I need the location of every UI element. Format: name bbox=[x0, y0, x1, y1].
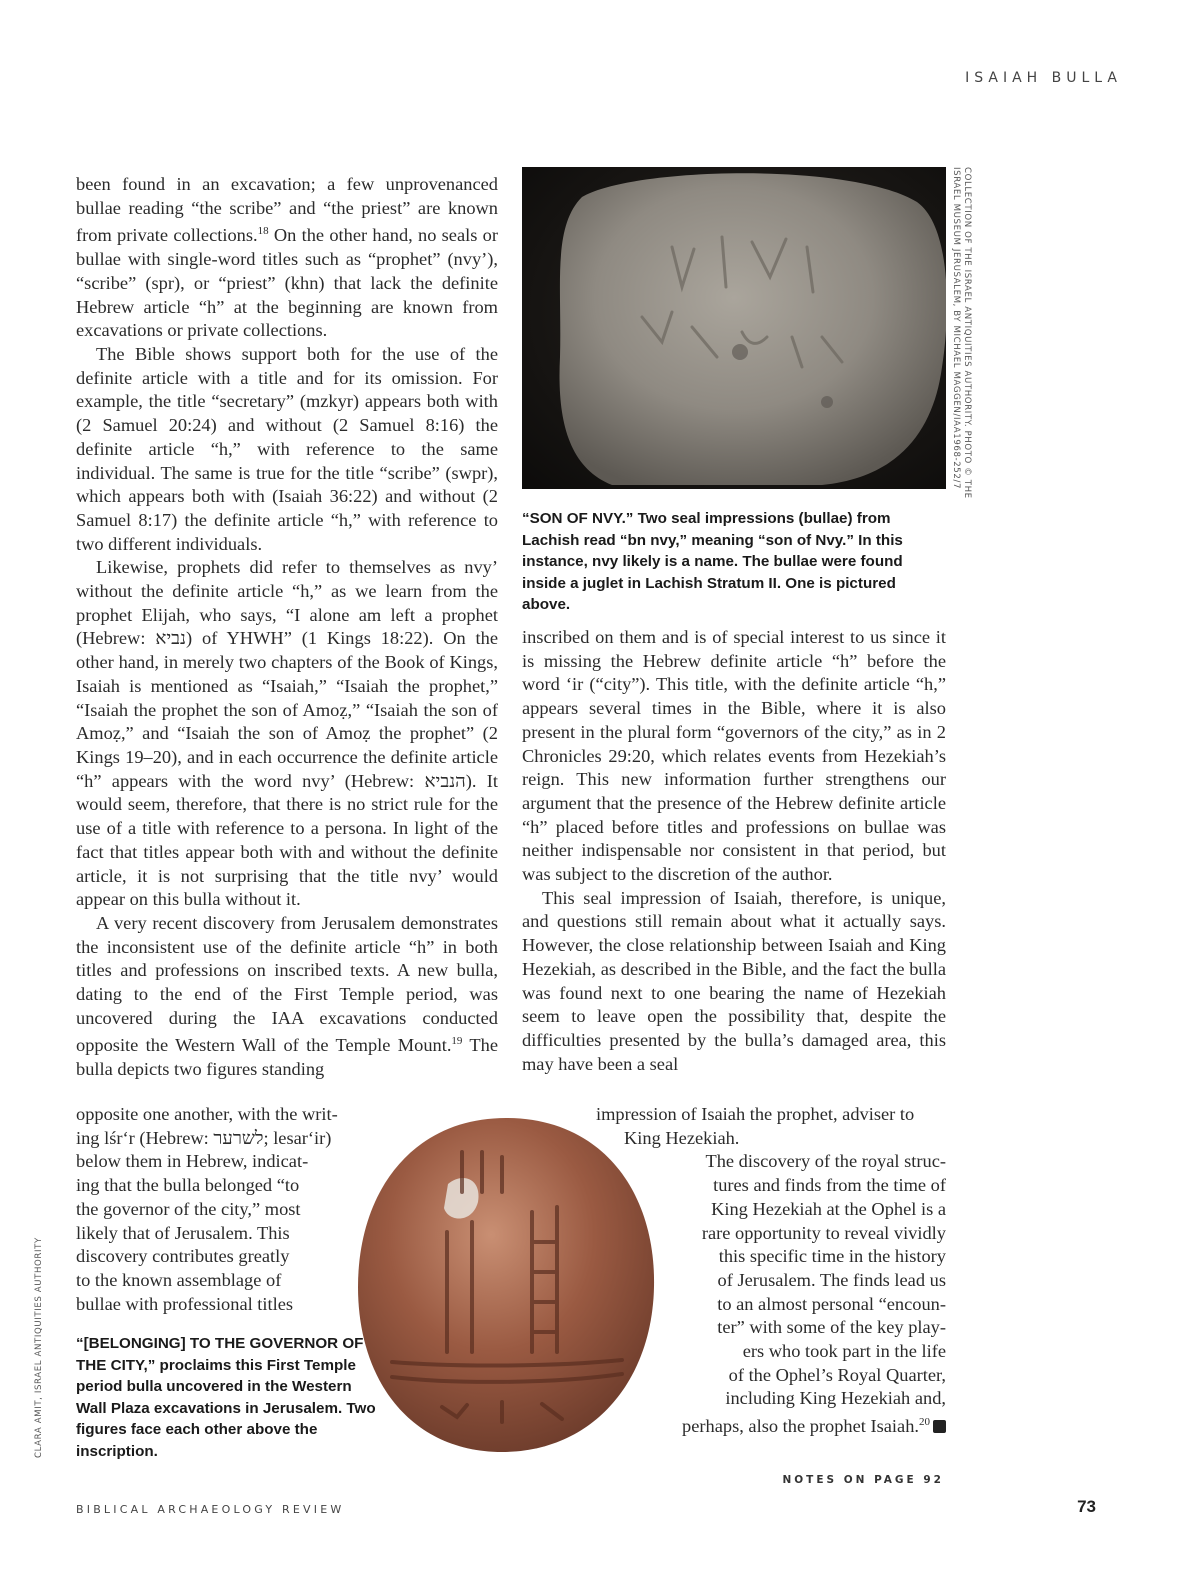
caption-governor: “[BELONGING] TO THE GOVERNOR OF THE CITY,” proclaims this First Temple period bulla uncovered in the Western Wall Plaza excavations in Jerusalem. Two figures face each other above the inscription. bbox=[76, 1335, 376, 1460]
wrap-line: discovery contributes greatly bbox=[76, 1246, 290, 1267]
wrap-line: perhaps, also the prophet Isaiah.$^{20}$ bbox=[526, 1411, 946, 1439]
left-paragraph-1: been found in an excavation; a few unprovenanced bullae reading “the scribe” and “the priest” are known from private collections.$^{18}$ On the other hand, no seals or bullae with single-word titles such as “prophet” (nvy’), “scribe” (spr), or “priest” (khn) that lack the definite Hebrew article “h” at the beginning are known from excavations or private collections. bbox=[76, 174, 498, 341]
wrap-line: King Hezekiah at the Ophel is a bbox=[711, 1198, 946, 1219]
caption-lead: “[BELONGING] TO THE GOVERNOR OF THE CITY,” bbox=[76, 1335, 364, 1374]
wrap-line: tures and finds from the time of bbox=[713, 1175, 946, 1196]
page-number: 73 bbox=[1077, 1497, 1096, 1516]
caption-lead: “SON OF NVY.” bbox=[522, 510, 634, 527]
wrap-line: ing that the bulla belonged “to bbox=[76, 1175, 300, 1196]
left-paragraph-2: The Bible shows support both for the use of the definite article with a title and for its omission. For example, the title “secretary” (mzkyr) appears both with (2 Samuel 20:24) and without (2 Samuel 8:16) the definite article “h,” with reference to the same individual. The same is true for the title “scribe” (swpr), which appears both with (Isaiah 36:22) and without (2 Samuel 8:17) the definite article “h,” with reference to two different individuals. bbox=[76, 344, 498, 554]
footer-magazine-title: BIBLICAL ARCHAEOLOGY REVIEW bbox=[76, 1503, 345, 1516]
bulla-photo-lachish bbox=[522, 167, 946, 489]
right-column bbox=[522, 626, 946, 1076]
caption-lachish: “SON OF NVY.” Two seal impressions (bullae) from Lachish read “bn nvy,” meaning “son of Nvy.” In this instance, nvy likely is a name. The bullae were found inside a juglet in Lachish Stratum II. One is pictured above. bbox=[522, 510, 903, 613]
wrap-line: ers who took part in the life bbox=[742, 1341, 946, 1362]
bulla-governor-image bbox=[352, 1112, 660, 1457]
wrap-line: rare opportunity to reveal vividly bbox=[701, 1222, 946, 1243]
left-paragraph-3: Likewise, prophets did refer to themselves as nvy’ without the definite article “h,” as we learn from the prophet Elijah, who says, “I alone am left a prophet (Hebrew: נביא) of YHWH” (1 Kings 18:22). On the other hand, in merely two chapters of the Book of Kings, Isaiah is mentioned as “Isaiah,” “Isaiah the prophet,” “Isaiah the prophet the son of Amoẓ,” “Isaiah the son of Amoẓ,” and “Isaiah the son of Amoẓ the prophet” (2 Kings 19–20), and in each occurrence the definite article “h” appears with the word nvy’ (Hebrew: הנביא). It would seem, therefore, that there is no strict rule for the use of a title with reference to a persona. In light of the fact that titles appear both with and without the definite article, it is not surprising that the title nvy’ would appear on this bulla without it. bbox=[76, 557, 498, 910]
left-wrap-text bbox=[76, 1103, 376, 1316]
photo-credit-governor: CLARA AMIT, ISRAEL ANTIQUITIES AUTHORITY bbox=[34, 1237, 44, 1458]
wrap-line: including King Hezekiah and, bbox=[725, 1388, 946, 1409]
wrap-line: this specific time in the history bbox=[718, 1246, 946, 1267]
left-column bbox=[76, 173, 498, 1082]
wrap-line: ing lśr‘r (Hebrew: לשרער; lesar‘ir) bbox=[76, 1127, 332, 1148]
wrap-line: to the known assemblage of bbox=[76, 1269, 282, 1290]
wrap-line: of Jerusalem. The finds lead us bbox=[717, 1269, 946, 1290]
wrap-line: The discovery of the royal struc- bbox=[705, 1151, 946, 1172]
end-of-article-icon bbox=[933, 1420, 946, 1433]
wrap-line: bullae with professional titles bbox=[76, 1293, 294, 1314]
wrap-line: ter” with some of the key play- bbox=[717, 1317, 946, 1338]
wrap-line: the governor of the city,” most bbox=[76, 1198, 301, 1219]
notes-reference[interactable]: NOTES ON PAGE 92 bbox=[782, 1474, 944, 1486]
wrap-line: opposite one another, with the writ- bbox=[76, 1104, 338, 1124]
wrap-line: impression of Isaiah the prophet, adviser to bbox=[596, 1104, 915, 1124]
left-paragraph-4: A very recent discovery from Jerusalem demonstrates the inconsistent use of the definite article “h” in both titles and professions on inscribed texts. A new bulla, dating to the end of the First Temple period, was uncovered during the IAA excavations conducted opposite the Western Wall of the Temple Mount.$^{19}$ The bulla depicts two figures standing bbox=[76, 912, 499, 1080]
wrap-line: likely that of Jerusalem. This bbox=[76, 1222, 290, 1243]
bulla-photo-governor bbox=[352, 1112, 660, 1457]
right-paragraph-1: inscribed on them and is of special interest to us since it is missing the Hebrew definite article “h” before the word ‘ir (“city”). This title, with the definite article “h,” appears several times in the Bible, where it is also present in the plural form “governors of the city,” as in 2 Chronicles 29:20, which relates events from Hezekiah’s reign. This new information further strengthens our argument that the presence of the Hebrew definite article “h” placed before titles and professions on bullae was neither indispensable nor consistent in that period, but was subject to the discretion of the author. bbox=[522, 627, 946, 885]
running-head: ISAIAH BULLA bbox=[965, 70, 1122, 86]
wrap-line: to an almost personal “encoun- bbox=[717, 1293, 946, 1314]
right-paragraph-2: This seal impression of Isaiah, therefore, is unique, and questions still remain about what it actually says. However, the close relationship between Isaiah and King Hezekiah, as described in the Bible, and the fact the bulla was found next to one bearing the name of Hezekiah seem to leave open the possibility that, despite the difficulties presented by the bulla’s damaged area, this may have been a seal bbox=[522, 887, 946, 1074]
wrap-line: of the Ophel’s Royal Quarter, bbox=[728, 1364, 946, 1385]
footnote-ref-20[interactable]: 20 bbox=[919, 1416, 930, 1429]
photo-credit-lachish: COLLECTION OF THE ISRAEL ANTIQUITIES AUTHORITY. PHOTO © THE ISRAEL MUSEUM JERUSALEM, BY MICHAEL MAGGEN/IAA1968-252/7 bbox=[951, 167, 972, 499]
wrap-line: King Hezekiah. bbox=[624, 1127, 740, 1148]
wrap-line: below them in Hebrew, indicat- bbox=[76, 1151, 309, 1172]
bulla-lachish-image bbox=[522, 167, 946, 489]
footnote-ref-19[interactable]: 19 bbox=[451, 1035, 463, 1048]
footnote-ref-18[interactable]: 18 bbox=[257, 225, 269, 238]
